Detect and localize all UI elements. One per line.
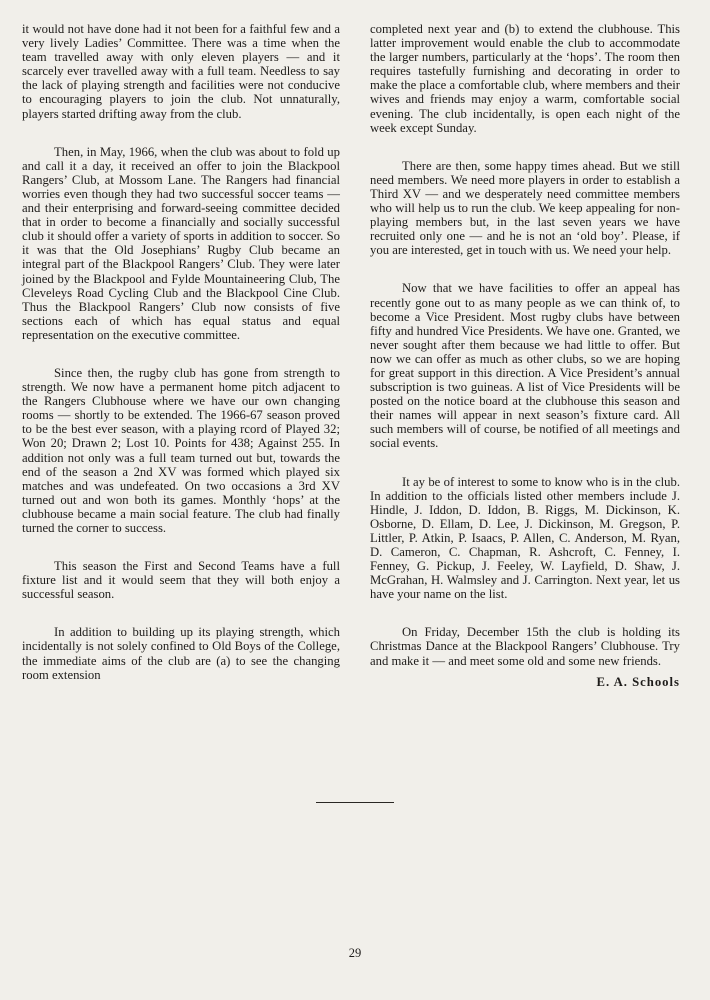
paragraph: On Friday, December 15th the club is holding its Christmas Dance at the Blackpool Rangers’ Clubhouse. Try and make it — and meet some old and some new friends. — [370, 625, 680, 668]
divider-rule — [316, 802, 394, 803]
paragraph: This season the First and Second Teams have a full fixture list and it would seem that they will both enjoy a successful season. — [22, 559, 340, 602]
paragraph: There are then, some happy times ahead. But we still need members. We need more players in order to establish a Third XV — and we desperately need committee members who will help us to run the club. We keep appealing for non-playing members but, in the last seven years we have recruited only one — and he is not an ‘old boy’. Please, if you are interested, get in touch with us. We need your help. — [370, 158, 680, 258]
paragraph: Now that we have facilities to offer an appeal has recently gone out to as many people as we can think of, to become a Vice President. Most rugby clubs have between fifty and hundred Vice Presidents. We have one. Granted, we never sought after them because we had little to offer. But now we can offer as much as other clubs, so we are hoping for great support in this direction. A Vice President’s annual subscription is two guineas. A list of Vice Presidents will be posted on the notice board at the clubhouse this season and their names will appear in next season’s fixture card. All such members will of course, be notified of all meetings and social events. — [370, 281, 680, 451]
right-column — [370, 22, 680, 689]
paragraph: completed next year and (b) to extend the clubhouse. This latter improvement would enable the club to accommodate the larger numbers, particularly at the ‘hops’. The room then requires tastefully furnishing and decorating in order to make the place a comfortable club, where members and their wives and friends may enjoy a warm, comfortable social evening. The club incidentally, is open each night of the week except Sunday. — [370, 22, 680, 135]
page-number: 29 — [348, 946, 362, 960]
paragraph: Since then, the rugby club has gone from strength to strength. We now have a permanent home pitch adjacent to the Rangers Clubhouse where we have our own changing rooms — shortly to be extended. The 1966-67 season proved to be the best ever season, with a playing rcord of Played 32; Won 20; Drawn 2; Lost 10. Points for 438; Against 255. In addition not only was a full team turned out but, towards the end of the season a 2nd XV was formed which played six matches and was undefeated. On two occasions a 3rd XV turned out and won both its games. Monthly ‘hops’ at the clubhouse became a main social feature. The club had finally turned the corner to success. — [22, 365, 340, 535]
paragraph: It ay be of interest to some to know who is in the club. In addition to the officials listed other members include J. Hindle, J. Iddon, D. Iddon, B. Riggs, M. Dickinson, K. Osborne, D. Ellam, D. Lee, J. Dickinson, M. Gregson, P. Littler, P. Atkin, P. Isaacs, P. Allen, C. Anderson, M. Ryan, D. Cameron, C. Chapman, R. Ashcroft, C. Fenney, I. Fenney, G. Pickup, J. Feeley, W. Layfield, D. Shaw, J. McGrahan, H. Walmsley and J. Carrington. Next year, let us have your name on the list. — [370, 474, 680, 602]
paragraph: In addition to building up its playing strength, which incidentally is not solely confined to Old Boys of the College, the immediate aims of the club are (a) to see the changing room extension — [22, 625, 340, 682]
author-signature: E. A. Schools — [596, 674, 680, 689]
paragraph: it would not have done had it not been for a faithful few and a very lively Ladies’ Committee. There was a time when the team travelled away with only eleven players — and it scarcely ever travelled away with a full team. Needless to say the lack of playing strength and facilities were not conducive to encouraging players to join the club. Not unnaturally, players started drifting away from the club. — [22, 22, 340, 121]
paragraph: Then, in May, 1966, when the club was about to fold up and call it a day, it received an offer to join the Blackpool Rangers’ Club, at Mossom Lane. The Rangers had financial worries even though they had two successful soccer teams — and their enterprising and forward-seeing committee decided that in order to become a financially and socially successful club it should offer a variety of sports in addition to soccer. So it was that the Old Josephians’ Rugby Club became an integral part of the Blackpool Rangers’ Club. They were later joined by the Blackpool and Fylde Mountaineering Club, The Cleveleys Road Cycling Club and the Blackpool Cine Club. Thus the Blackpool Rangers’ Club now consists of five sections each of which has equal status and equal representation on the executive committee. — [22, 144, 340, 342]
left-column — [22, 22, 340, 695]
